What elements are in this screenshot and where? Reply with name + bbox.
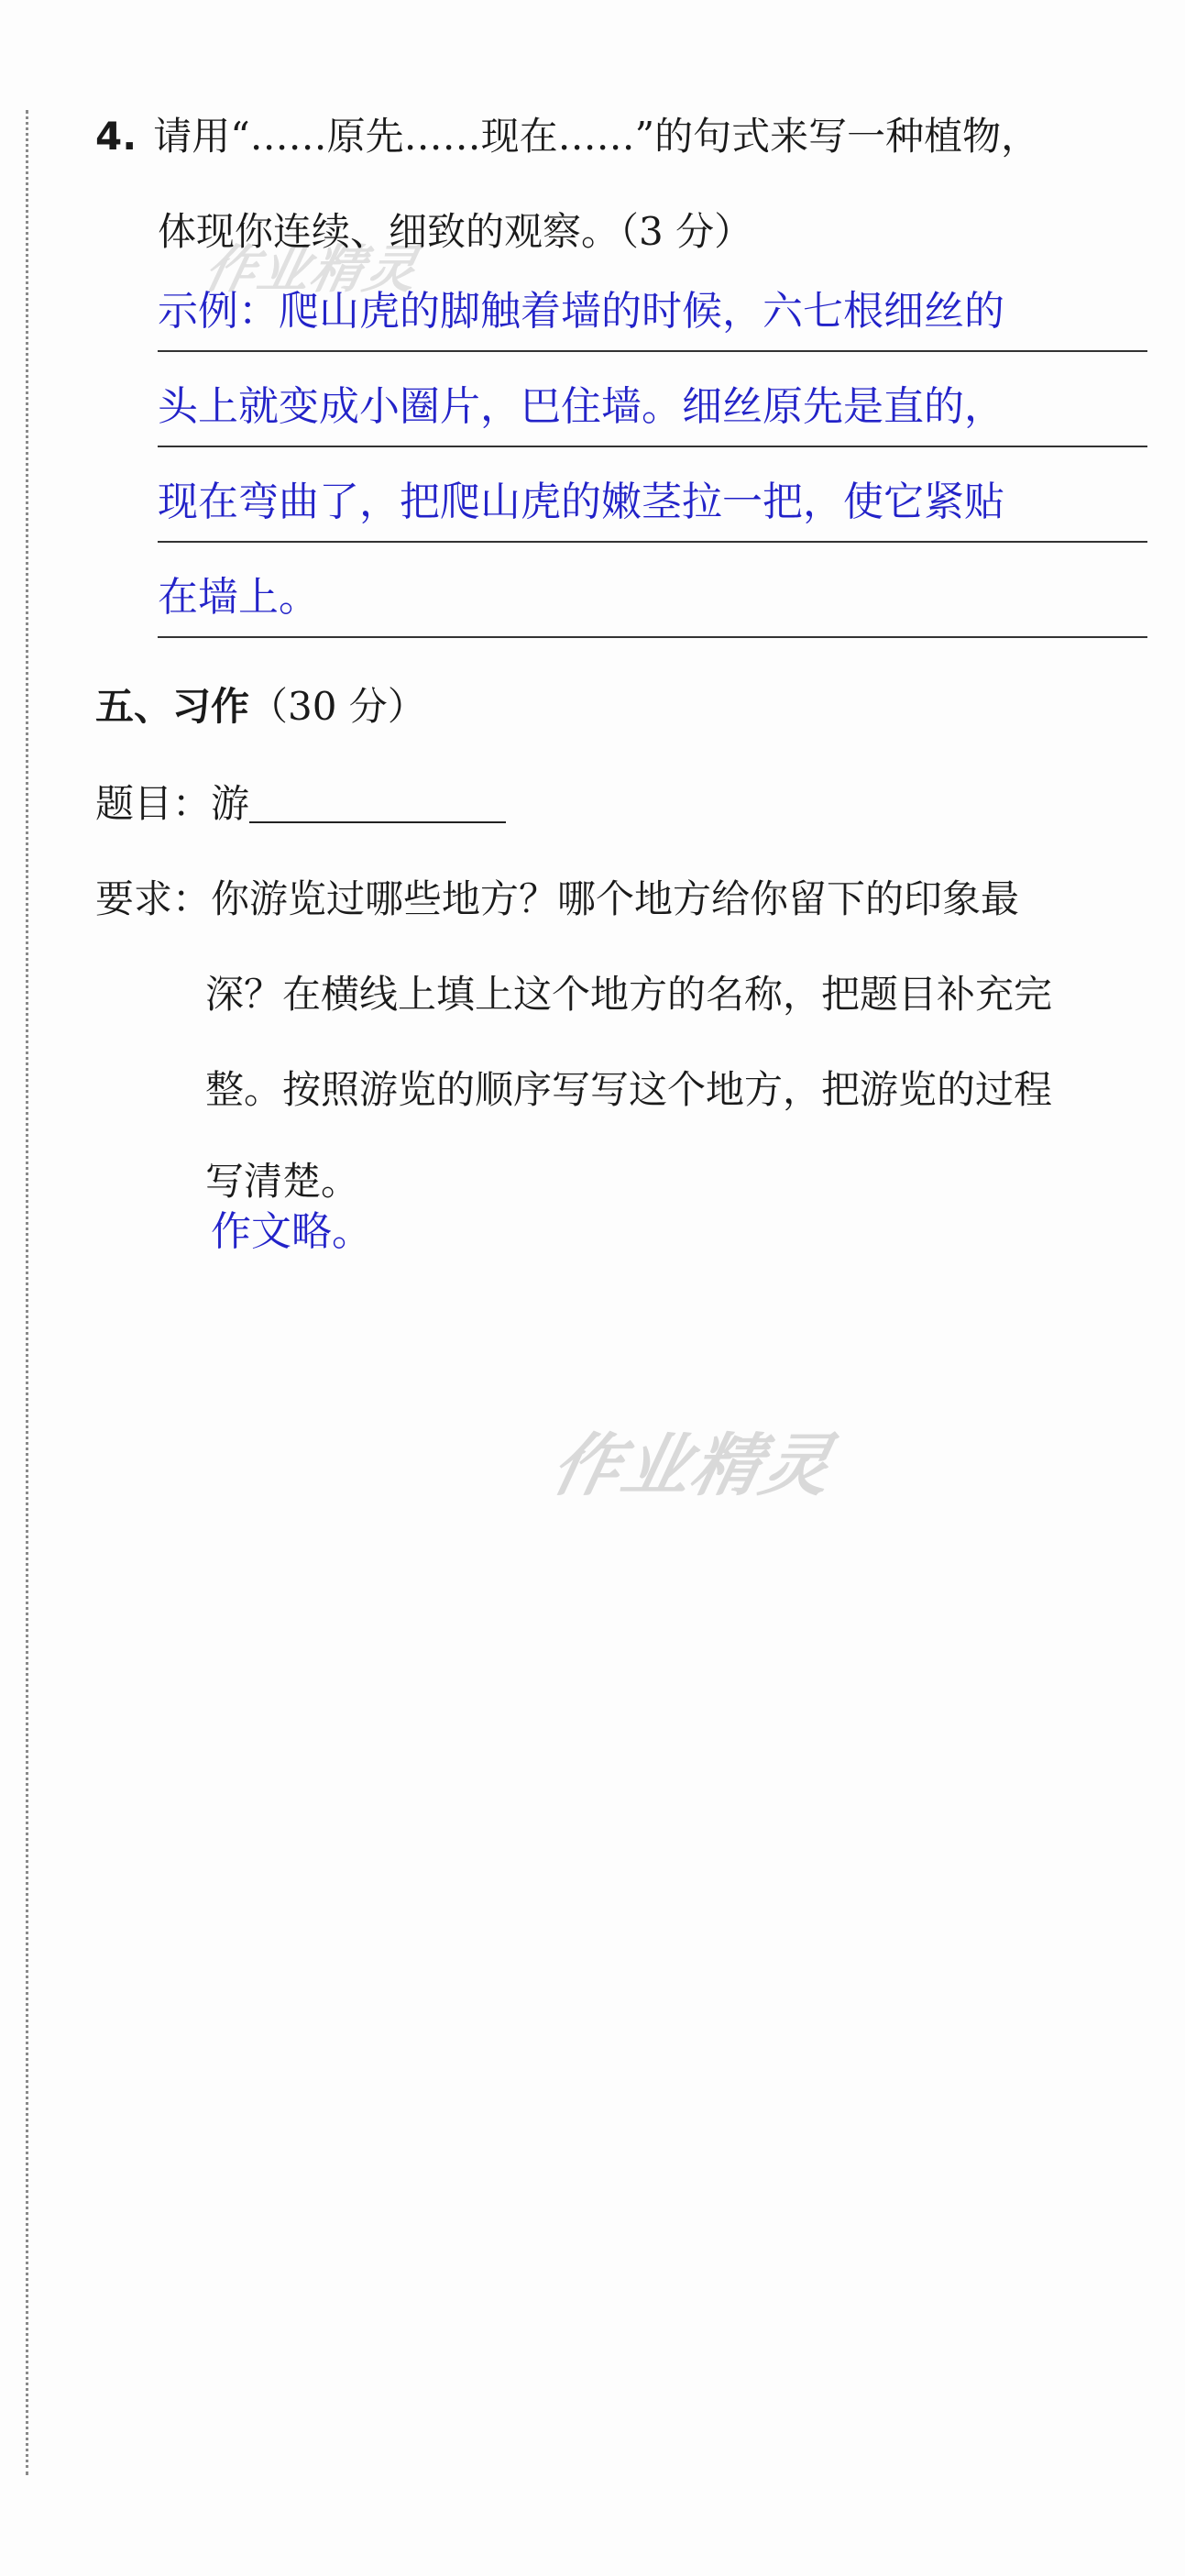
answer-rule-2 [158,446,1147,447]
question-4-prompt-line-1 [95,114,1040,159]
page-margin-dotted-line [26,110,28,2475]
answer-line-2: 头上就变成小圈片，巴住墙。细丝原先是直的， [158,383,1004,430]
topic-label: 题目：游 [95,781,250,826]
question-number: 4. [95,114,137,159]
topic-line [95,781,506,826]
answer-line-3: 现在弯曲了，把爬山虎的嫩茎拉一把，使它紧贴 [158,479,1004,525]
requirement-line-4: 写清楚。 [205,1159,360,1204]
answer-line-1: 示例：爬山虎的脚触着墙的时候，六七根细丝的 [158,288,1004,335]
essay-answer: 作文略。 [211,1208,372,1255]
answer-line-4: 在墙上。 [158,574,319,621]
watermark-logo: 作业精灵 [199,240,424,300]
answer-rule-1 [158,350,1147,352]
question-4-prompt-line-2: 体现你连续、细致的观察。（3 分） [158,209,753,254]
requirement-line-2: 深？在横线上填上这个地方的名称，把题目补充完 [205,972,1053,1017]
answer-rule-3 [158,541,1147,543]
watermark-logo: 作业精灵 [544,1426,840,1505]
answer-rule-4 [158,636,1147,638]
question-text: 请用“……原先……现在……”的句式来写一种植物， [153,114,1040,159]
section-5-heading [95,684,426,729]
section-title: 五、习作 [95,684,250,729]
requirement-line-3: 整。按照游览的顺序写写这个地方，把游览的过程 [205,1067,1053,1112]
section-points: （30 分） [249,684,426,729]
topic-blank [249,788,506,823]
requirement-line-1: 要求：你游览过哪些地方？哪个地方给你留下的印象最 [95,876,1020,921]
